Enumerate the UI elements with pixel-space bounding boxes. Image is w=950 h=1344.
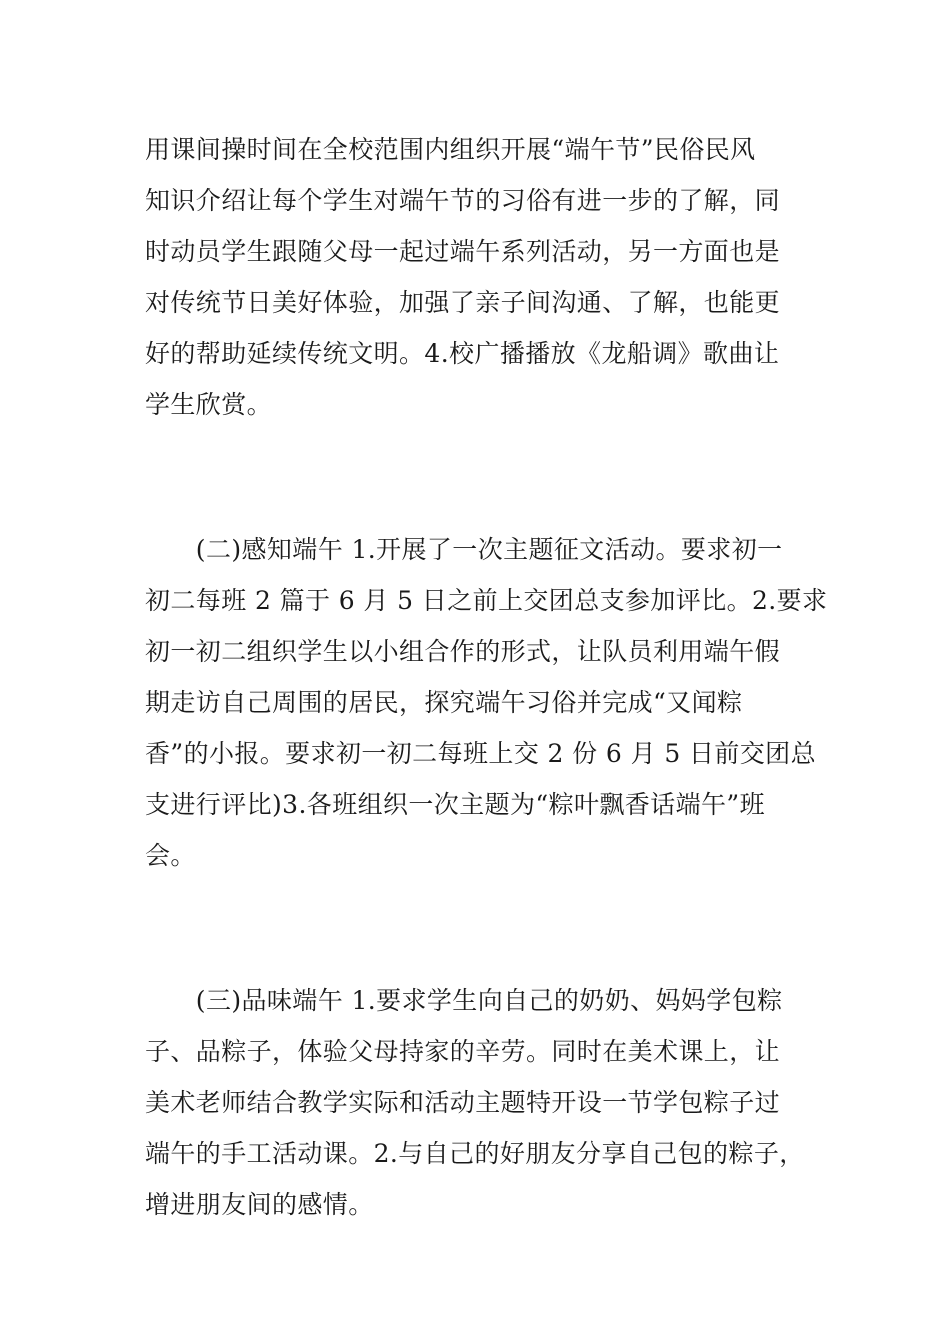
text-line: 学生欣赏。 <box>145 390 273 419</box>
paragraph-3 <box>145 975 815 1230</box>
text-line: 香”的小报。要求初一初二每班上交 2 份 6 月 5 日前交团总 <box>145 739 816 768</box>
text-line: 期走访自己周围的居民，探究端午习俗并完成“又闻粽 <box>145 688 743 717</box>
text-line: 增进朋友间的感情。 <box>145 1190 374 1219</box>
text-line: (二)感知端午 1.开展了一次主题征文活动。要求初一 <box>145 535 783 564</box>
text-line: 知识介绍让每个学生对端午节的习俗有进一步的了解，同 <box>145 186 781 215</box>
text-line: 支进行评比)3.各班组织一次主题为“粽叶飘香话端午”班 <box>145 790 765 819</box>
text-line: 初一初二组织学生以小组合作的形式，让队员利用端午假 <box>145 637 781 666</box>
text-line: 用课间操时间在全校范围内组织开展“端午节”民俗民风 <box>145 135 756 164</box>
text-line: 子、品粽子，体验父母持家的辛劳。同时在美术课上，让 <box>145 1037 781 1066</box>
text-line: 端午的手工活动课。2.与自己的好朋友分享自己包的粽子， <box>145 1139 805 1168</box>
paragraph-2 <box>145 524 828 881</box>
text-line: (三)品味端午 1.要求学生向自己的奶奶、妈妈学包粽 <box>145 986 783 1015</box>
text-line: 好的帮助延续传统文明。4.校广播播放《龙船调》歌曲让 <box>145 339 780 368</box>
text-line: 时动员学生跟随父母一起过端午系列活动，另一方面也是 <box>145 237 781 266</box>
text-line: 对传统节日美好体验，加强了亲子间沟通、了解，也能更 <box>145 288 781 317</box>
text-line: 初二每班 2 篇于 6 月 5 日之前上交团总支参加评比。2.要求 <box>145 586 828 615</box>
paragraph-1 <box>145 124 815 430</box>
text-line: 会。 <box>145 841 196 870</box>
text-line: 美术老师结合教学实际和活动主题特开设一节学包粽子过 <box>145 1088 781 1117</box>
